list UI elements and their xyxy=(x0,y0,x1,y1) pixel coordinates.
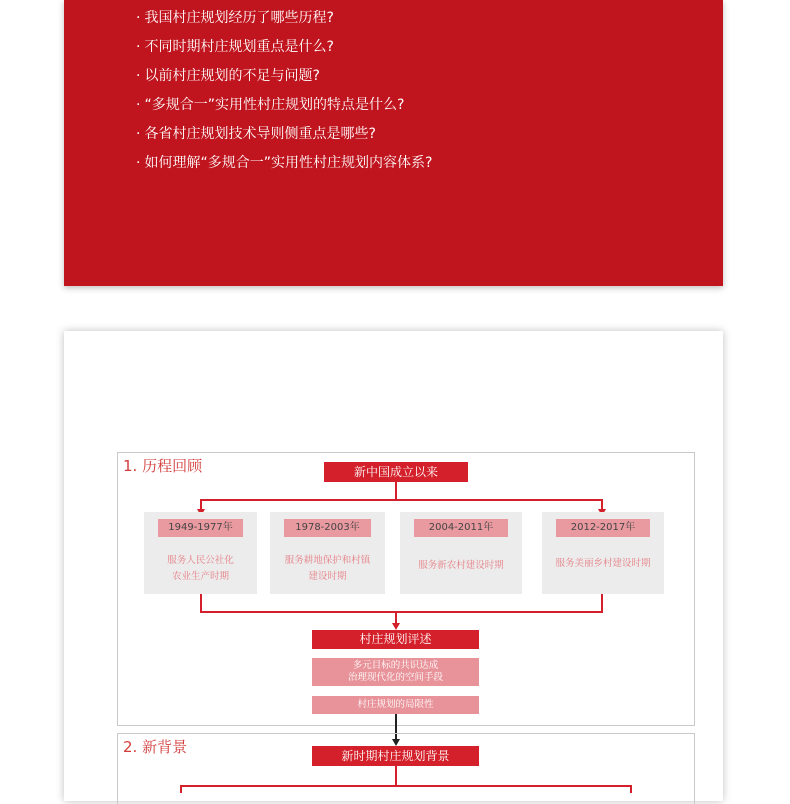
connector xyxy=(200,499,603,501)
connector xyxy=(601,499,603,509)
questions-card xyxy=(64,0,723,286)
question-text: 不同时期村庄规划重点是什么? xyxy=(144,39,334,55)
question-item xyxy=(136,91,432,120)
period-box xyxy=(270,512,385,594)
question-text: 以前村庄规划的不足与问题? xyxy=(144,68,320,84)
connector xyxy=(395,611,397,623)
section-background-frame xyxy=(117,733,695,804)
question-text: 我国村庄规划经历了哪些历程? xyxy=(144,10,334,26)
question-item xyxy=(136,33,432,62)
bullet-dot: · xyxy=(136,68,141,84)
bullet-dot: · xyxy=(136,39,141,55)
question-list xyxy=(136,4,432,178)
arrow-down-icon xyxy=(392,623,400,630)
period-desc: 服务人民公社化 农业生产时期 xyxy=(167,555,234,582)
period-desc: 服务美丽乡村建设时期 xyxy=(555,558,651,569)
period-desc: 服务新农村建设时期 xyxy=(418,560,504,571)
root-box: 新中国成立以来 xyxy=(324,462,468,482)
review-box: 村庄规划评述 xyxy=(312,630,479,649)
connector xyxy=(630,785,632,793)
connector xyxy=(200,611,603,613)
connector xyxy=(395,482,397,500)
connector xyxy=(180,785,182,793)
bullet-dot: · xyxy=(136,97,141,113)
new-background-box: 新时期村庄规划背景 xyxy=(312,746,479,766)
question-text: 各省村庄规划技术导则侧重点是哪些? xyxy=(144,126,376,142)
section-background-title: 2. 新背景 xyxy=(123,738,188,756)
question-item xyxy=(136,4,432,33)
bullet-dot: · xyxy=(136,10,141,26)
connector xyxy=(200,594,202,612)
section-history-title: 1. 历程回顾 xyxy=(123,457,203,475)
bullet-dot: · xyxy=(136,126,141,142)
period-box xyxy=(400,512,522,594)
period-years: 1978-2003年 xyxy=(284,519,371,537)
question-item xyxy=(136,62,432,91)
connector xyxy=(200,499,202,509)
review-item: 村庄规划的局限性 xyxy=(312,696,479,714)
question-text: 如何理解“多规合一”实用性村庄规划内容体系? xyxy=(144,155,433,171)
question-text: “多规合一”实用性村庄规划的特点是什么? xyxy=(144,97,405,113)
connector xyxy=(601,594,603,612)
period-years: 2004-2011年 xyxy=(414,519,508,537)
connector xyxy=(180,785,632,787)
period-box xyxy=(542,512,664,594)
period-years: 1949-1977年 xyxy=(158,519,243,537)
period-desc: 服务耕地保护和村镇 建设时期 xyxy=(284,555,371,582)
question-item xyxy=(136,120,432,149)
bullet-dot: · xyxy=(136,155,141,171)
period-box xyxy=(144,512,257,594)
connector xyxy=(395,766,397,786)
review-item: 多元目标的共识达成 治理现代化的空间手段 xyxy=(312,658,479,686)
question-item xyxy=(136,149,432,178)
period-years: 2012-2017年 xyxy=(556,519,650,537)
